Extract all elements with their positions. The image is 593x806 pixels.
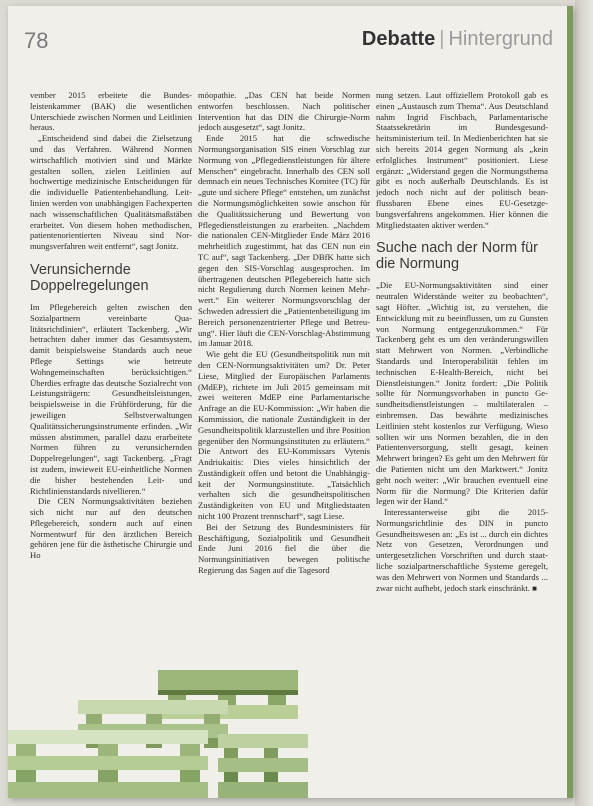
paragraph: Wie geht die EU (Gesundheitspolitik nun mit den CEN-Normungsaktivitäten um? Dr. Peter Liese, Mitglied der Europäischen Parlaments (MdEP), richtete im Juli 2015 gemeinsam mit zwei weiteren MdEP eine Parlamentarische Anfrage an die EU-Kommission: „Wir haben die Kommission, die nationale Zuständigkeit in der Gesundheitspolitik klarzustellen und ihre Position gegenüber den Normungsinstituten zu erläutern.“ Die Antwort des EU-Kommissars Vytenis Andriukaitis: Dies vieles hinsichtlich der Zuständigkeit offen und betont die Unabhängigkeit der Normungsinstitute. „Tatsächlich verhalten sich die gesundheitspolitischen Zuständigkeiten von EU und Mitgliedstaaten nicht 100 Prozent trennscharf“, sagt Liese. <box>198 349 370 522</box>
side-color-strip <box>567 6 573 798</box>
page-number: 78 <box>24 28 49 53</box>
paragraph: Bei der Setzung des Bundesministers für Beschäftigung, Sozialpolitik und Gesundheit Ende Juni 2016 fiel die über die Normungsinitiativen bewegen politische Regierung das Sagen auf die Tagesord <box>198 521 370 576</box>
paragraph: vember 2015 erbeitete die Bundesleistenkammer (BAK) die wesentlichen Unterschiede zwischen Normen und Leitlinien heraus. <box>30 90 192 133</box>
text-column-3 <box>376 90 548 798</box>
subsection-title: Hintergrund <box>448 28 553 50</box>
paragraph: Im Pflegebereich gelten zwischen den Sozialpartnern vereinbarte Qualitätsrichtlinien“, erläutert Tackenberg. „Wir betrachten daher immer das Gesamtsystem, damit beispielsweise Standards auch neue Pflege Settings wie betreute Wohngemeinschaften berücksichtigen.“ Überdies erfragte das deutsche Sozialrecht von Leistungsträgern: Gesundheitsleistungen, beispielsweise in die Frühförderung, für die jeweiligen Selbstverwaltungen Qualitätssicherungsinstrumente erfinden. „Wir müssen abstimmen, parallel dazu erarbeitete Normen führen zu verunsichernden Doppelregelungen“, sagt Tackenberg. „Fragt ist zudem, inwieweit EU-einheitliche Normen die bisher bestehenden Leit- und Richtlinienstandards nivellieren.“ <box>30 301 192 496</box>
subheading: Suche nach der Norm für die Normung <box>376 240 538 273</box>
end-of-article-mark: ■ <box>532 583 537 593</box>
paragraph: Ende 2015 hat die schwedische Normungsorganisation SIS einen Vorschlag zur Normung von „Pflegedienstleistungen für ältere Menschen“ eingebracht. Innerhalb des CEN soll demnach ein neues Technisches Komitee (TC) für „gute und sichere Pflege“ entstehen, um zunächst die Normungsmöglichkeiten sowie anschon für die Qualitätssicherung und Bewertung von Pflegedienstleistungen zu erarbeiten. „Nachdem die nationalen CEN-Mitglieder Ende März 2016 mehrheitlich zugestimmt, hat das CEN nun ein TC auf“, sagt Tackenberg. „Der DBfK hatte sich gegen den SIS-Vorschlag ausgesprochen. Im übertragenen deutschen Pflegebereich hatte sich nicht Regulierung durch Normen keinen Mehrwert.“ Ein weiterer Normungsvorschlag der Schweden adressiert die „Patientenbeteiligung im Bereich personenzentrierter Pflege und Betreuung“. Hier läuft die CEN-Vorschlag-Abstimmung im Januar 2018. <box>198 133 370 349</box>
paragraph: Die CEN Normungsaktivitäten beziehen sich nicht nur auf den deutschen Pflegebereich, sondern auch auf einen Normentwurf für den ärztlichen Bereich gehören jene für die ästhetische Chirurgie und Ho <box>30 496 192 561</box>
paragraph: nung setzen. Laut offiziellem Protokoll gab es einen „Austausch zum Thema“. Aus Deutschland nahm Ingrid Fischbach, Parlamentarische Staatssekretärin im Bundesgesundheitsministerium teil. In Medienberichten hat sie sich bereits 2014 gegen Normung als „kein erfolgliches Instrument“ positioniert. Liese ergänzt: „Widerstand gegen die Normungsthema gibt es noch außerhalb Deutschlands. Es ist jedoch noch nicht auf der politisch beanflussbaren Ebene eines EU-Gesetzgebungsverfahrens angekommen. Hier können die Mitgliedstaaten aktiver werden.“ <box>376 90 548 230</box>
paragraph: „Die EU-Normungsaktivitäten sind einer neutralen Widerstände weiter zu beobachten“, sagt Höfter. „Wichtig ist, zu verstehen, die Entwicklung mit zu beeinflussen, um zu Gunsten von Normung entgegenzukommen.“ Für Tackenberg geht es um den veränderungswillen statt Mehrwert von Normen. „Verbindliche Standards und Interoperabilität fehlen im technischen E-Health-Bereich, nicht bei Dienstleistungen.“ Jonitz fordert: „Die Politik sollte für Normungsvorhaben in puncto Gesundheitsdienstleistungen – multilateralen – einbremsen. Das bewährte medizinisches Leitlinien steht kostenlos zur Verfügung. Wieso sollten wir uns Normen bezahlen, die in den Patientenversorgung, stellt gesagt, keinen Mehrwert bringen? Es geht um den Mehrwert für die Patienten nicht um den Marktwert.“ Jonitz geht noch weiter: „Wir brauchen eventuell eine Norm für die Normung? Die Kriterien dafür legen wir der Hand.“ <box>376 280 548 507</box>
text-column-1 <box>30 90 192 660</box>
paragraph: möopathie. „Das CEN hat beide Normen entworfen beschlossen. Nach politischer Intervention hat das DIN die Chirurgie-Norm jedoch ausgesetzt“, sagt Jonitz. <box>198 90 370 133</box>
pallet-stack-photo <box>8 638 308 798</box>
subheading: Verunsichernde Doppelregelungen <box>30 261 149 294</box>
section-separator: | <box>439 28 445 50</box>
pallet-right-stack <box>218 734 308 798</box>
pallet-front-stack <box>8 730 208 798</box>
section-title: Debatte <box>361 28 436 50</box>
paragraph <box>376 507 548 594</box>
book-spine <box>575 0 593 806</box>
section-label <box>362 28 553 51</box>
page-header <box>8 6 573 56</box>
paragraph-text: Interessanterweise gibt die 2015-Normungsrichtlinie des DIN in puncto Gesundheitswesen an: „Es ist ... durch ein dichtes Netz von Gesetzen, Verordnungen und untergesetzlichen Vorschriften und durch staatliche sozialpartnerschaftliche Systeme geregelt, was den Mehrwert von Normen und Standards ... zwar nicht aufhebt, jedoch stark einschränkt. <box>376 507 548 593</box>
paragraph: „Entscheidend sind dabei die Zielsetzung und das Verfahren. Während Normen wirtschaftlich motiviert sind und Märkte gestalten sollen, zielen Leitlinien auf hochwertige medizinische Entscheidungen für die individuelle Patientenbehandlung. Leitlinien werden von unabhängigen Fachexperten nach wissenschaftlichen Qualitätsmaßstäben erarbeitet. Von diesem hohen methodischen, patientenorientierten Niveau sind Normungsverfahren weit entfernt“, sagt Jonitz. <box>30 133 192 252</box>
magazine-page <box>8 6 573 798</box>
